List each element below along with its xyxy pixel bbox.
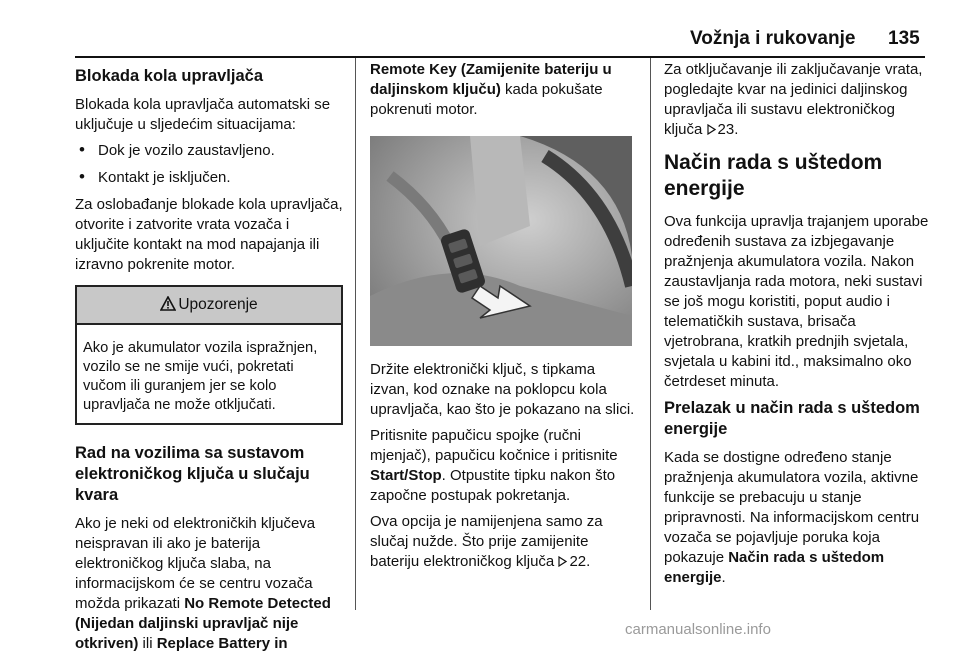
press-pedal-text <box>370 426 638 506</box>
page-ref-23: 23. <box>717 121 739 138</box>
press-pedal-end: . Otpustite tipku nakon što započne postupak pokretanja. <box>370 467 616 504</box>
page-ref-22: 22. <box>569 553 591 570</box>
warning-box <box>75 285 343 425</box>
emergency-intro: Ova opcija je namijenjena samo za slučaj nužde. Što prije zamijenite bateriju elektroničkog ključa <box>370 513 603 570</box>
switch-mode-text <box>664 448 932 588</box>
warning-triangle-icon <box>160 296 176 311</box>
key-fault-intro: Ako je neki od elektroničkih ključeva neispravan ili ako je baterija elektroničkog ključa slaba, na informacijskom će se centru vozača možda prikazati <box>75 515 316 612</box>
steering-column-illustration <box>370 136 632 346</box>
column-divider-right <box>650 58 651 610</box>
energy-mode-message: Način rada s uštedom energije <box>664 549 885 586</box>
key-fault-continued <box>370 60 638 120</box>
header-title: Vožnja i rukovanje <box>690 28 856 49</box>
column-divider-left <box>355 58 356 610</box>
start-attempt-text: kada pokušate pokrenuti motor. <box>370 81 603 118</box>
message-no-remote-detected: No Remote Detected (Nijedan daljinski upravljač nije otkriven) <box>75 595 331 652</box>
switch-mode-end: . <box>721 569 726 586</box>
unlock-text <box>664 60 932 140</box>
heading-energy-saving-mode: Način rada s uštedom energije <box>664 151 883 200</box>
release-text: Za oslobađanje blokade kola upravljača, otvorite i zatvorite vrata vozača i uključite kontakt na mod napajanja ili izravno pokrenite motor. <box>75 196 343 273</box>
page-number: 135 <box>888 28 920 49</box>
bullet-item: • Kontakt je isključen. <box>75 168 343 188</box>
key-position-figure <box>370 136 632 346</box>
header-rule <box>75 56 925 58</box>
heading-switch-energy-mode: Prelazak u način rada s uštedom energije <box>664 399 920 438</box>
press-pedal-intro: Pritisnite papučicu spojke (ručni mjenjač), papučicu kočnice i pritisnite <box>370 427 618 464</box>
heading-steering-lock: Blokada kola upravljača <box>75 67 264 85</box>
column-middle <box>370 60 638 578</box>
energy-saving-text: Ova funkcija upravlja trajanjem uporabe određenih sustava za izbjegavanje pražnjenja akumulatora vozila. Nakon zaustavljanja rada motora, neki sustavi se još mogu koristiti, poput audio i telematičkih sustava, brisača vjetrobrana, kratkih prednjih svjetala, svjetala u kabini itd., maksimalno oko četrdeset minuta. <box>664 213 929 390</box>
switch-mode-intro: Kada se dostigne određeno stanje pražnjenja akumulatora vozila, aktivne funkcije se prebacuju u stanje pripravnosti. Na informacijskom centru vozača se pojavljuje poruka koja pokazuje <box>664 449 920 566</box>
watermark: carmanualsonline.info <box>625 621 771 638</box>
bullet-list <box>75 141 343 188</box>
unlock-intro: Za otključavanje ili zaključavanje vrata, pogledajte kvar na jedinici daljinskog upravljača ili sustavu elektroničkog ključa <box>664 61 923 138</box>
steering-lock-intro: Blokada kola upravljača automatski se uključuje u sljedećim situacijama: <box>75 96 331 133</box>
page-reference-icon <box>558 556 567 567</box>
message-replace-battery-end: Remote Key (Zamijenite bateriju u daljinskom ključu) <box>370 61 612 98</box>
heading-electronic-key-fault: Rad na vozilima sa sustavom elektroničkog ključa u slučaju kvara <box>75 444 310 504</box>
hold-key-text: Držite elektronički ključ, s tipkama izvan, kod oznake na poklopcu kola upravljača, kao što je pokazano na slici. <box>370 361 635 418</box>
page-reference-icon <box>707 124 716 135</box>
warning-text: Ako je akumulator vozila ispražnjen, vozilo se ne smije vući, pokretati vučom ili guranjem jer se kolo upravljača ne može otključati. <box>83 340 318 413</box>
column-left <box>75 60 343 660</box>
emergency-text <box>370 512 638 572</box>
start-stop-label: Start/Stop <box>370 467 442 484</box>
warning-header <box>77 287 341 325</box>
column-right <box>664 60 932 594</box>
key-fault-text <box>75 514 343 654</box>
bullet-item: • Dok je vozilo zaustavljeno. <box>75 141 343 161</box>
or-word: ili <box>138 635 157 652</box>
warning-title: Upozorenje <box>178 296 258 313</box>
message-replace-battery-start: Replace Battery in <box>156 635 288 652</box>
